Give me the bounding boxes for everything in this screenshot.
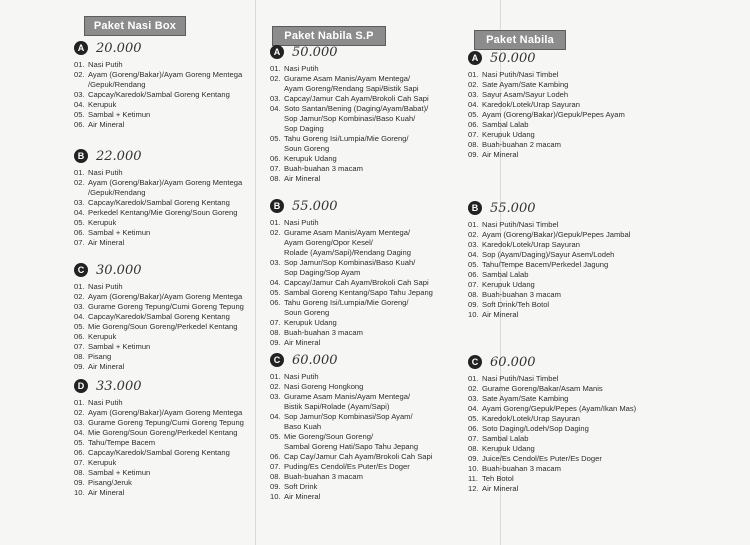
menu-item bbox=[468, 454, 708, 464]
item-text: Gurame Asam Manis/Ayam Mentega/ bbox=[284, 228, 411, 237]
menu-item bbox=[468, 270, 708, 280]
menu-item bbox=[468, 394, 708, 404]
item-number: 07. bbox=[74, 342, 85, 351]
item-text: Gurame Asam Manis/Ayam Mentega/ bbox=[284, 392, 411, 401]
menu-item bbox=[468, 464, 708, 474]
item-text: Gurame Goreng/Bakar/Asam Manis bbox=[482, 384, 603, 393]
item-number: 04. bbox=[270, 412, 281, 421]
item-number: 04. bbox=[74, 208, 85, 217]
item-text: Soun Goreng bbox=[284, 144, 330, 153]
item-text: Sate Ayam/Sate Kambing bbox=[482, 394, 569, 403]
item-number: 02. bbox=[468, 80, 479, 89]
item-number: 06. bbox=[270, 154, 281, 163]
menu-item bbox=[468, 130, 708, 140]
item-text: Kerupuk Udang bbox=[482, 130, 535, 139]
package-letter-badge: A bbox=[270, 45, 284, 59]
item-text: Nasi Putih bbox=[88, 398, 123, 407]
menu-item bbox=[468, 300, 708, 310]
item-number: 10. bbox=[468, 310, 479, 319]
item-number: 06. bbox=[270, 452, 281, 461]
item-text: /Gepuk/Rendang bbox=[88, 188, 146, 197]
item-text: Kerupuk Udang bbox=[482, 280, 535, 289]
item-text: Nasi Goreng Hongkong bbox=[284, 382, 364, 391]
item-number: 01. bbox=[270, 372, 281, 381]
item-text: Soto Daging/Lodeh/Sop Daging bbox=[482, 424, 589, 433]
item-text: Buah-buahan 3 macam bbox=[482, 464, 561, 473]
item-text: Kerupuk Udang bbox=[482, 444, 535, 453]
item-text: Karedok/Lotek/Urap Sayuran bbox=[482, 414, 580, 423]
package-letter-badge: B bbox=[270, 199, 284, 213]
item-number: 08. bbox=[74, 468, 85, 477]
menu-item bbox=[468, 424, 708, 434]
item-text: Kerupuk Udang bbox=[284, 318, 337, 327]
package-price: 22.000 bbox=[96, 148, 142, 164]
menu-item bbox=[468, 484, 708, 494]
item-text: Karedok/Lotek/Urap Sayuran bbox=[482, 100, 580, 109]
item-text: Buah-buahan 3 macam bbox=[284, 328, 363, 337]
item-number: 07. bbox=[74, 238, 85, 247]
package-title bbox=[468, 198, 708, 218]
menu-item bbox=[468, 70, 708, 80]
item-text: Air Mineral bbox=[284, 492, 321, 501]
package-price: 55.000 bbox=[292, 198, 338, 214]
item-number: 01. bbox=[74, 168, 85, 177]
item-number: 01. bbox=[468, 70, 479, 79]
item-text: Nasi Putih/Nasi Timbel bbox=[482, 70, 559, 79]
menu-item bbox=[468, 280, 708, 290]
item-text: Soto Santan/Bening (Daging/Ayam/Babat)/ bbox=[284, 104, 429, 113]
item-number: 02. bbox=[270, 74, 281, 83]
item-number: 01. bbox=[74, 60, 85, 69]
item-number: 08. bbox=[468, 290, 479, 299]
item-text: Ayam Goreng/Gepuk/Pepes (Ayam/Ikan Mas) bbox=[482, 404, 637, 413]
item-text: Capcay/Karedok/Sambal Goreng Kentang bbox=[88, 312, 230, 321]
item-number: 01. bbox=[468, 374, 479, 383]
item-number: 06. bbox=[468, 424, 479, 433]
item-number: 05. bbox=[468, 414, 479, 423]
item-text: Sambal Lalab bbox=[482, 270, 529, 279]
item-text: Sayur Asam/Sayur Lodeh bbox=[482, 90, 569, 99]
item-text: Sambal Lalab bbox=[482, 434, 529, 443]
item-number: 04. bbox=[74, 312, 85, 321]
item-text: Baso Kuah bbox=[284, 422, 322, 431]
item-text: Buah-buahan 3 macam bbox=[482, 290, 561, 299]
item-text: Capcay/Jamur Cah Ayam/Brokoli Cah Sapi bbox=[284, 278, 429, 287]
item-number: 07. bbox=[270, 462, 281, 471]
item-number: 10. bbox=[74, 488, 85, 497]
menu-item bbox=[270, 328, 510, 338]
item-text: Karedok/Lotek/Urap Sayuran bbox=[482, 240, 580, 249]
item-number: 04. bbox=[468, 404, 479, 413]
item-text: Sop Daging bbox=[284, 124, 324, 133]
item-text: Sambal Goreng Kentang/Sapo Tahu Jepang bbox=[284, 288, 433, 297]
package-price: 55.000 bbox=[490, 200, 536, 216]
package-price: 60.000 bbox=[490, 354, 536, 370]
menu-item bbox=[468, 150, 708, 160]
item-number: 03. bbox=[270, 94, 281, 103]
package-letter-badge: C bbox=[270, 353, 284, 367]
item-text: Ayam (Goreng/Bakar)/Ayam Goreng Mentega bbox=[88, 70, 243, 79]
item-text: Nasi Putih bbox=[284, 64, 319, 73]
item-number: 02. bbox=[270, 382, 281, 391]
item-number: 08. bbox=[270, 328, 281, 337]
item-text: Bistik Sapi/Rolade (Ayam/Sapi) bbox=[284, 402, 390, 411]
item-text: Sop Jamur/Sop Kombinasi/Baso Kuah/ bbox=[284, 258, 416, 267]
item-number: 01. bbox=[74, 398, 85, 407]
item-number: 09. bbox=[270, 482, 281, 491]
item-text: Air Mineral bbox=[88, 120, 125, 129]
item-text: Perkedel Kentang/Mie Goreng/Soun Goreng bbox=[88, 208, 238, 217]
item-number: 05. bbox=[468, 110, 479, 119]
package-price: 50.000 bbox=[292, 44, 338, 60]
column-header: Paket Nabila bbox=[474, 30, 566, 50]
item-text: Capcay/Karedok/Sambal Goreng Kentang bbox=[88, 90, 230, 99]
item-text: Ayam (Goreng/Bakar)/Ayam Goreng Mentega bbox=[88, 408, 243, 417]
item-number: 08. bbox=[74, 352, 85, 361]
item-text: Sambal + Ketimun bbox=[88, 110, 151, 119]
item-number: 05. bbox=[468, 260, 479, 269]
package-item-list bbox=[468, 220, 708, 320]
item-number: 03. bbox=[468, 90, 479, 99]
item-text: Nasi Putih bbox=[88, 168, 123, 177]
item-number: 02. bbox=[468, 384, 479, 393]
item-text: Nasi Putih/Nasi Timbel bbox=[482, 220, 559, 229]
menu-item bbox=[468, 100, 708, 110]
item-number: 05. bbox=[74, 218, 85, 227]
item-text: Gurame Goreng Tepung/Cumi Goreng Tepung bbox=[88, 418, 244, 427]
item-number: 02. bbox=[74, 292, 85, 301]
column-header: Paket Nabila S.P bbox=[272, 26, 386, 46]
package-b bbox=[468, 198, 708, 320]
package-letter-badge: B bbox=[74, 149, 88, 163]
item-number: 06. bbox=[74, 120, 85, 129]
item-number: 02. bbox=[270, 228, 281, 237]
menu-item bbox=[468, 384, 708, 394]
item-text: Capcay/Karedok/Sambal Goreng Kentang bbox=[88, 198, 230, 207]
menu-item bbox=[468, 90, 708, 100]
item-text: Capcay/Karedok/Sambal Goreng Kentang bbox=[88, 448, 230, 457]
item-text: Kerupuk bbox=[88, 218, 117, 227]
item-text: Puding/Es Cendol/Es Puter/Es Doger bbox=[284, 462, 410, 471]
item-number: 05. bbox=[74, 110, 85, 119]
menu-item bbox=[468, 444, 708, 454]
item-text: Tahu Goreng Isi/Lumpia/Mie Goreng/ bbox=[284, 134, 409, 143]
item-number: 04. bbox=[270, 278, 281, 287]
menu-item bbox=[468, 474, 708, 484]
item-text: Air Mineral bbox=[284, 338, 321, 347]
item-number: 05. bbox=[270, 288, 281, 297]
menu-item bbox=[468, 290, 708, 300]
menu-item bbox=[468, 310, 708, 320]
item-text: Buah-buahan 3 macam bbox=[284, 472, 363, 481]
item-text: Mie Goreng/Soun Goreng/Perkedel Kentang bbox=[88, 428, 238, 437]
item-number: 01. bbox=[468, 220, 479, 229]
item-text: Sate Ayam/Sate Kambing bbox=[482, 80, 569, 89]
item-text: Nasi Putih bbox=[88, 60, 123, 69]
item-text: Rolade (Ayam/Sapi)/Rendang Daging bbox=[284, 248, 411, 257]
item-text: Sop (Ayam/Daging)/Sayur Asem/Lodeh bbox=[482, 250, 615, 259]
item-number: 09. bbox=[468, 150, 479, 159]
item-number: 09. bbox=[468, 454, 479, 463]
item-text: Tahu/Tempe Bacem/Perkedel Jagung bbox=[482, 260, 609, 269]
item-text: Air Mineral bbox=[482, 310, 519, 319]
item-number: 03. bbox=[468, 240, 479, 249]
item-number: 06. bbox=[468, 270, 479, 279]
item-text: Sop Jamur/Sop Kombinasi/Sop Ayam/ bbox=[284, 412, 413, 421]
item-text: Kerupuk bbox=[88, 100, 117, 109]
item-number: 05. bbox=[74, 438, 85, 447]
menu-item bbox=[270, 338, 510, 348]
item-text: Nasi Putih bbox=[284, 372, 319, 381]
item-number: 06. bbox=[74, 332, 85, 341]
item-number: 09. bbox=[74, 478, 85, 487]
item-number: 07. bbox=[468, 280, 479, 289]
item-number: 04. bbox=[74, 428, 85, 437]
item-number: 03. bbox=[270, 258, 281, 267]
item-text: Sambal + Ketimun bbox=[88, 342, 151, 351]
item-text: Kerupuk bbox=[88, 458, 117, 467]
package-letter-badge: A bbox=[74, 41, 88, 55]
item-text: Ayam (Goreng/Bakar)/Ayam Goreng Mentega bbox=[88, 292, 243, 301]
item-number: 06. bbox=[74, 228, 85, 237]
item-number: 07. bbox=[74, 458, 85, 467]
package-title bbox=[468, 352, 708, 372]
item-number: 04. bbox=[270, 104, 281, 113]
item-text: Pisang/Jeruk bbox=[88, 478, 132, 487]
package-price: 50.000 bbox=[490, 50, 536, 66]
item-number: 04. bbox=[74, 100, 85, 109]
item-text: Sambal + Ketimun bbox=[88, 468, 151, 477]
item-number: 05. bbox=[270, 432, 281, 441]
item-number: 07. bbox=[468, 434, 479, 443]
item-number: 05. bbox=[74, 322, 85, 331]
menu-item bbox=[468, 374, 708, 384]
item-text: Buah-buahan 3 macam bbox=[284, 164, 363, 173]
menu-item bbox=[468, 414, 708, 424]
item-text: Cap Cay/Jamur Cah Ayam/Brokoli Cah Sapi bbox=[284, 452, 433, 461]
item-number: 02. bbox=[74, 408, 85, 417]
package-letter-badge: A bbox=[468, 51, 482, 65]
item-text: Ayam (Goreng/Bakar)/Ayam Goreng Mentega bbox=[88, 178, 243, 187]
package-price: 20.000 bbox=[96, 40, 142, 56]
item-number: 03. bbox=[468, 394, 479, 403]
item-number: 08. bbox=[468, 140, 479, 149]
package-letter-badge: D bbox=[74, 379, 88, 393]
item-number: 08. bbox=[270, 472, 281, 481]
item-number: 01. bbox=[270, 64, 281, 73]
package-c bbox=[468, 352, 708, 494]
package-letter-badge: C bbox=[468, 355, 482, 369]
item-number: 03. bbox=[74, 418, 85, 427]
package-letter-badge: B bbox=[468, 201, 482, 215]
item-text: Air Mineral bbox=[88, 488, 125, 497]
menu-item bbox=[468, 404, 708, 414]
menu-item bbox=[468, 120, 708, 130]
menu-item bbox=[468, 240, 708, 250]
item-text: Ayam (Goreng/Bakar)/Gepuk/Pepes Jambal bbox=[482, 230, 631, 239]
item-number: 02. bbox=[74, 70, 85, 79]
item-number: 07. bbox=[270, 164, 281, 173]
item-number: 07. bbox=[270, 318, 281, 327]
item-text: Air Mineral bbox=[284, 174, 321, 183]
item-number: 01. bbox=[74, 282, 85, 291]
item-number: 03. bbox=[74, 198, 85, 207]
item-number: 08. bbox=[468, 444, 479, 453]
item-text: Ayam Goreng/Opor Kesel/ bbox=[284, 238, 373, 247]
item-text: Air Mineral bbox=[482, 150, 519, 159]
item-number: 02. bbox=[468, 230, 479, 239]
item-number: 06. bbox=[468, 120, 479, 129]
item-number: 08. bbox=[270, 174, 281, 183]
item-text: Mie Goreng/Soun Goreng/ bbox=[284, 432, 374, 441]
menu-item bbox=[468, 260, 708, 270]
item-text: Nasi Putih bbox=[88, 282, 123, 291]
package-price: 33.000 bbox=[96, 378, 142, 394]
item-number: 09. bbox=[74, 362, 85, 371]
item-number: 04. bbox=[468, 100, 479, 109]
item-text: Air Mineral bbox=[482, 484, 519, 493]
item-number: 07. bbox=[468, 130, 479, 139]
item-text: Soft Drink/Teh Botol bbox=[482, 300, 550, 309]
item-text: Mie Goreng/Soun Goreng/Perkedel Kentang bbox=[88, 322, 238, 331]
item-text: Sambal Lalab bbox=[482, 120, 529, 129]
item-number: 03. bbox=[74, 90, 85, 99]
package-price: 30.000 bbox=[96, 262, 142, 278]
item-text: Ayam Goreng/Rendang Sapi/Bistik Sapi bbox=[284, 84, 419, 93]
package-letter-badge: C bbox=[74, 263, 88, 277]
item-text: Soft Drink bbox=[284, 482, 318, 491]
item-number: 03. bbox=[270, 392, 281, 401]
item-number: 10. bbox=[468, 464, 479, 473]
menu-item bbox=[468, 250, 708, 260]
item-text: Air Mineral bbox=[88, 238, 125, 247]
menu-item bbox=[468, 220, 708, 230]
item-number: 02. bbox=[74, 178, 85, 187]
item-text: Gurame Asam Manis/Ayam Mentega/ bbox=[284, 74, 411, 83]
item-number: 01. bbox=[270, 218, 281, 227]
column-header: Paket Nasi Box bbox=[84, 16, 186, 36]
item-number: 03. bbox=[74, 302, 85, 311]
item-text: Sambal Goreng Hati/Sapo Tahu Jepang bbox=[284, 442, 419, 451]
item-number: 11. bbox=[468, 474, 478, 483]
item-number: 05. bbox=[270, 134, 281, 143]
package-price: 60.000 bbox=[292, 352, 338, 368]
item-text: Nasi Putih/Nasi Timbel bbox=[482, 374, 559, 383]
item-text: Buah-buahan 2 macam bbox=[482, 140, 561, 149]
item-number: 12. bbox=[468, 484, 479, 493]
menu-item bbox=[270, 164, 510, 174]
menu-item bbox=[468, 434, 708, 444]
item-text: Sop Daging/Sop Ayam bbox=[284, 268, 361, 277]
item-text: Kerupuk bbox=[88, 332, 117, 341]
package-a bbox=[468, 48, 708, 160]
item-number: 10. bbox=[270, 492, 281, 501]
item-text: Pisang bbox=[88, 352, 112, 361]
item-text: Kerupuk Udang bbox=[284, 154, 337, 163]
package-title bbox=[468, 48, 708, 68]
item-text: Sop Jamur/Sop Kombinasi/Baso Kuah/ bbox=[284, 114, 416, 123]
item-text: Soun Goreng bbox=[284, 308, 330, 317]
menu-item bbox=[468, 110, 708, 120]
item-number: 06. bbox=[74, 448, 85, 457]
menu-item bbox=[468, 230, 708, 240]
menu-item bbox=[270, 174, 510, 184]
package-item-list bbox=[468, 70, 708, 160]
item-text: /Gepuk/Rendang bbox=[88, 80, 146, 89]
item-text: Sambal + Ketimun bbox=[88, 228, 151, 237]
item-text: Tahu Goreng Isi/Lumpia/Mie Goreng/ bbox=[284, 298, 409, 307]
item-text: Juice/Es Cendol/Es Puter/Es Doger bbox=[482, 454, 602, 463]
item-number: 09. bbox=[468, 300, 479, 309]
item-text: Gurame Goreng Tepung/Cumi Goreng Tepung bbox=[88, 302, 244, 311]
menu-item bbox=[468, 140, 708, 150]
item-number: 04. bbox=[468, 250, 479, 259]
menu-item bbox=[468, 80, 708, 90]
item-text: Capcay/Jamur Cah Ayam/Brokoli Cah Sapi bbox=[284, 94, 429, 103]
package-item-list bbox=[468, 374, 708, 494]
item-text: Nasi Putih bbox=[284, 218, 319, 227]
item-number: 06. bbox=[270, 298, 281, 307]
item-number: 09. bbox=[270, 338, 281, 347]
item-text: Air Mineral bbox=[88, 362, 125, 371]
item-text: Ayam (Goreng/Bakar)/Gepuk/Pepes Ayam bbox=[482, 110, 625, 119]
item-text: Teh Botol bbox=[482, 474, 514, 483]
item-text: Tahu/Tempe Bacem bbox=[88, 438, 156, 447]
